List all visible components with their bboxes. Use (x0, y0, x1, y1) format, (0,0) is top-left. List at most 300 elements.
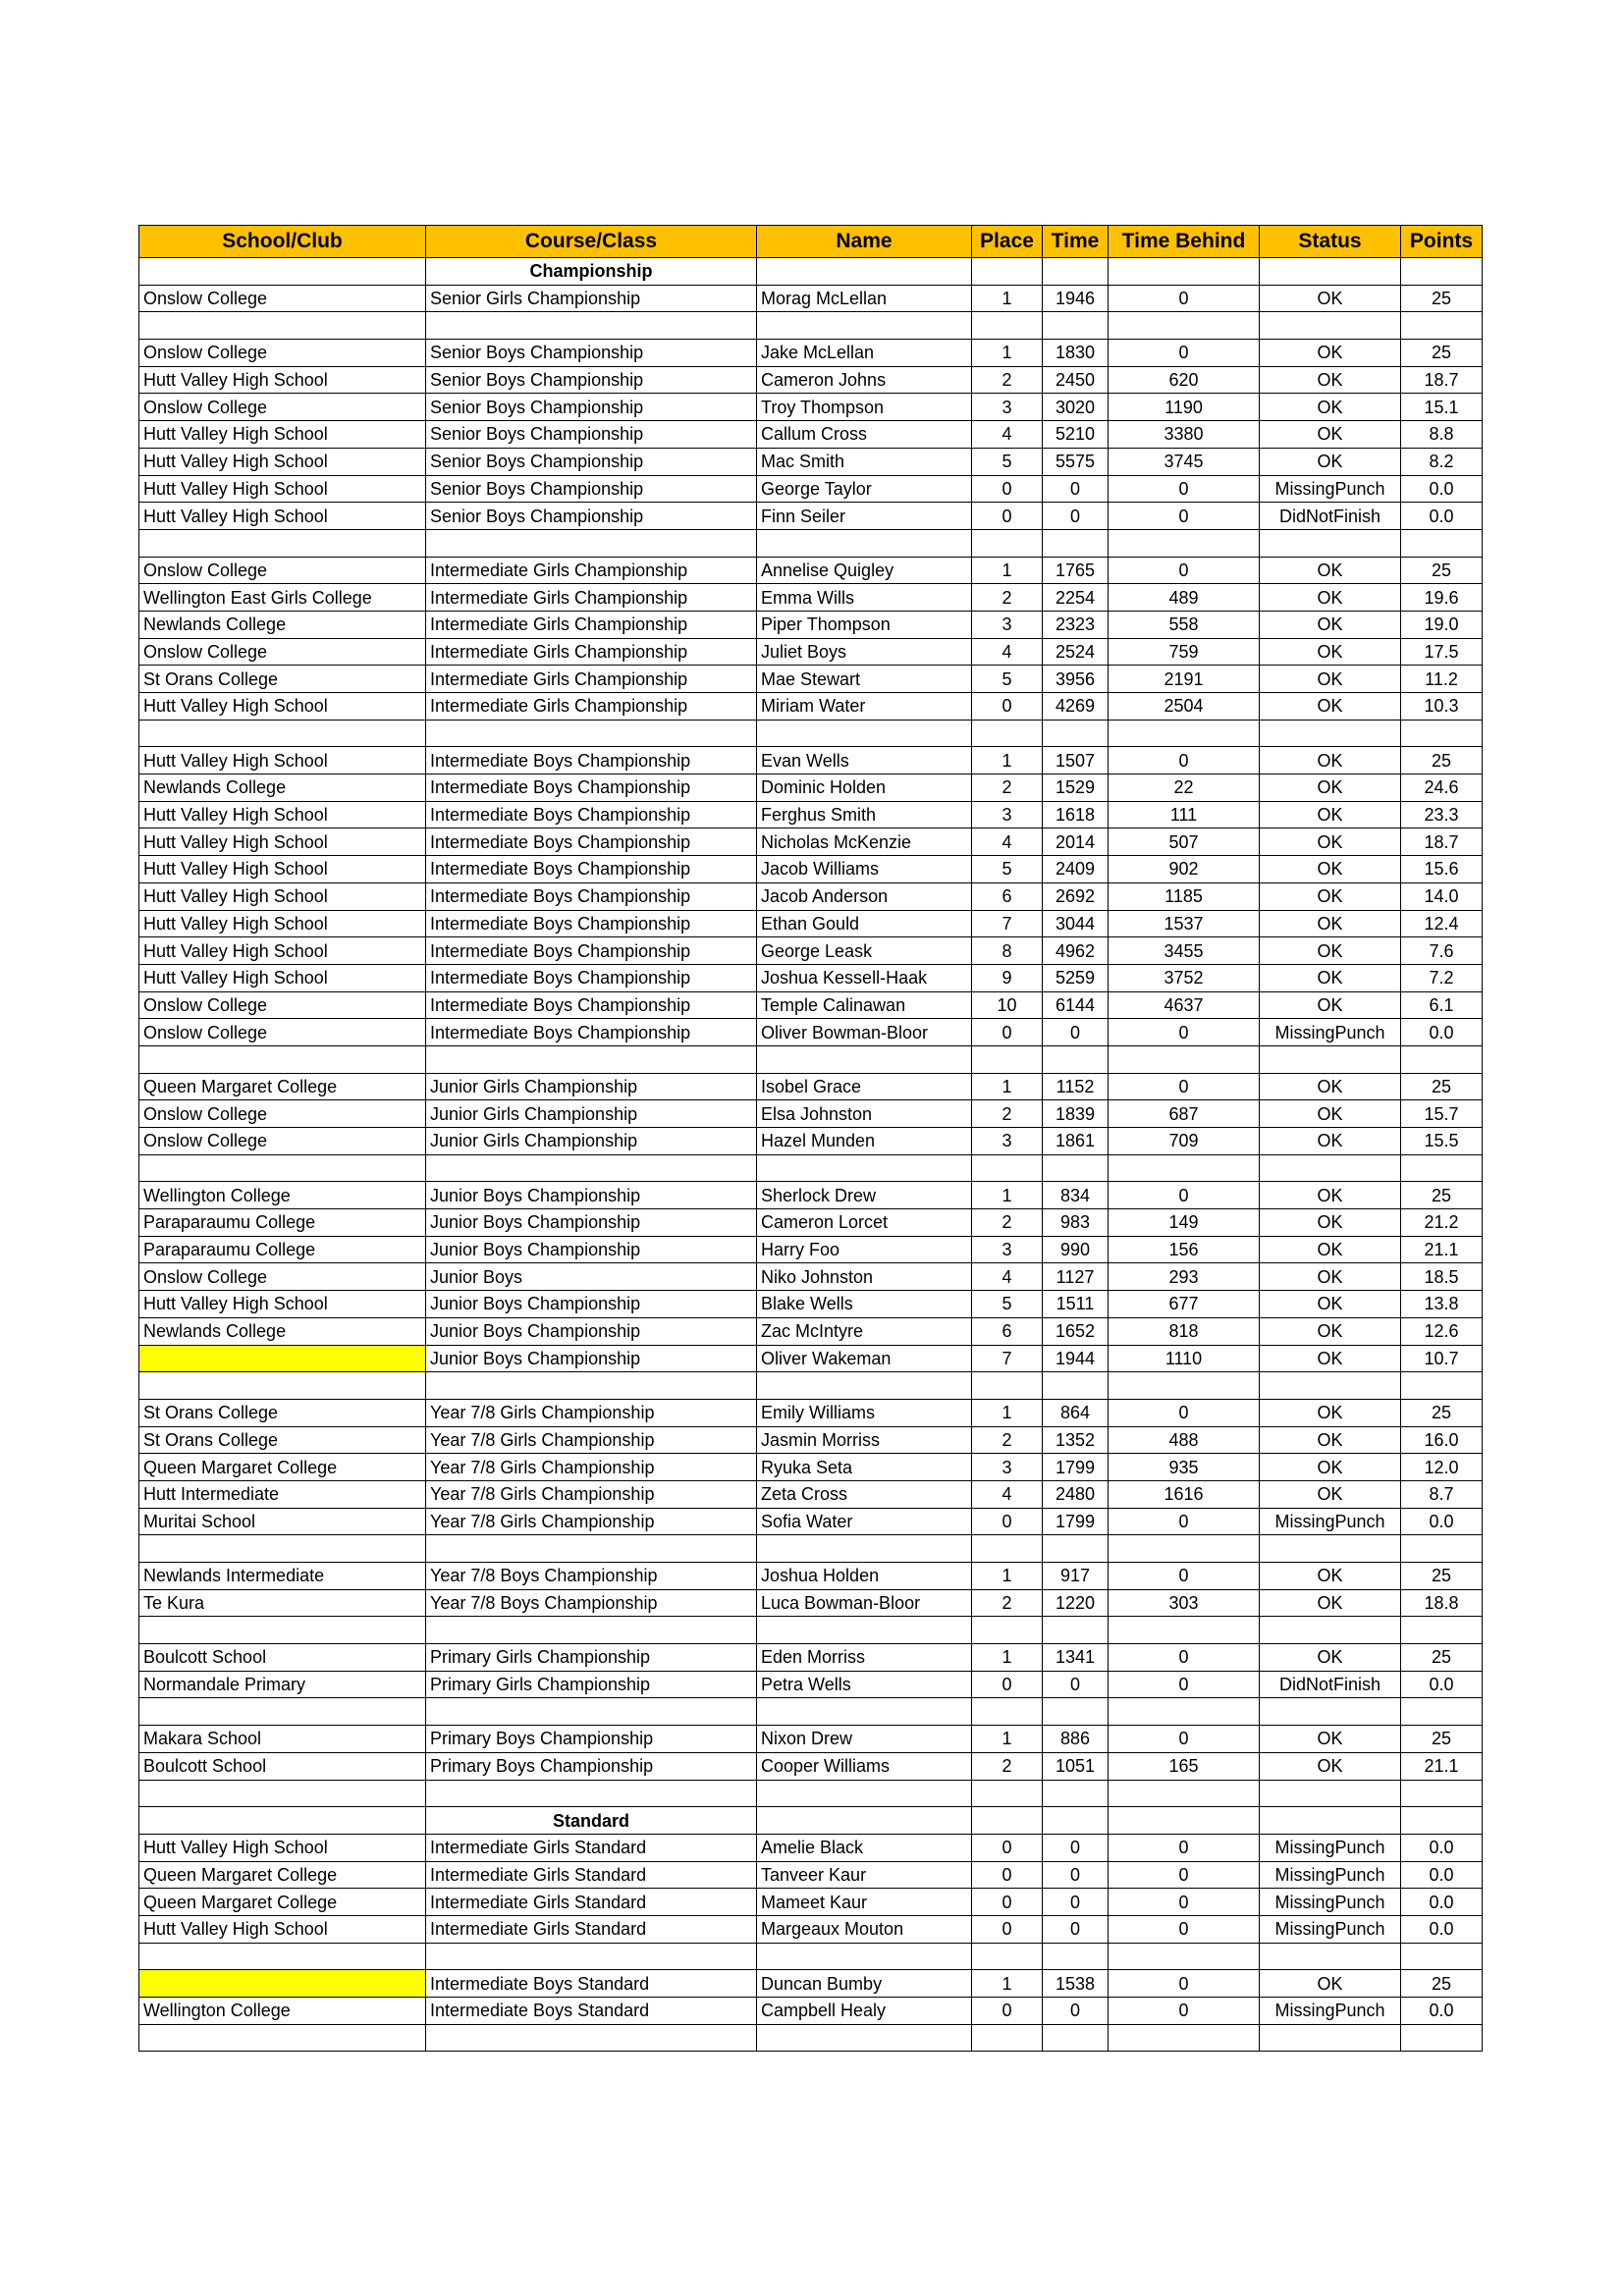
cell-time-behind: 4637 (1109, 991, 1260, 1019)
cell-time-behind: 149 (1109, 1209, 1260, 1237)
empty-cell (1260, 1698, 1401, 1726)
empty-cell (1043, 1372, 1109, 1400)
cell-course: Intermediate Girls Championship (426, 638, 757, 666)
cell-points: 19.6 (1401, 584, 1483, 612)
cell-time-behind: 3380 (1109, 421, 1260, 449)
cell-place: 1 (972, 340, 1043, 367)
empty-cell (1109, 1698, 1260, 1726)
table-row (139, 747, 1483, 774)
empty-cell (139, 2024, 426, 2052)
cell-name: Tanveer Kaur (757, 1861, 972, 1889)
table-row (139, 1726, 1483, 1753)
cell-course: Intermediate Boys Championship (426, 1019, 757, 1046)
cell-course: Year 7/8 Girls Championship (426, 1399, 757, 1426)
cell-status: OK (1260, 910, 1401, 937)
cell-points: 25 (1401, 1399, 1483, 1426)
cell-time: 0 (1043, 475, 1109, 503)
cell-school: Hutt Valley High School (139, 421, 426, 449)
cell-place: 2 (972, 1589, 1043, 1617)
cell-place: 1 (972, 1073, 1043, 1100)
empty-cell (1260, 720, 1401, 747)
section-title: Championship (426, 258, 757, 286)
empty-cell (1401, 1807, 1483, 1835)
cell-points: 15.6 (1401, 856, 1483, 883)
cell-time-behind: 0 (1109, 1834, 1260, 1861)
cell-status: OK (1260, 1399, 1401, 1426)
cell-name: Annelise Quigley (757, 557, 972, 584)
empty-cell (1401, 1154, 1483, 1182)
cell-school: Hutt Valley High School (139, 801, 426, 828)
cell-school: Hutt Valley High School (139, 1291, 426, 1318)
cell-status: OK (1260, 991, 1401, 1019)
cell-name: Cameron Lorcet (757, 1209, 972, 1237)
cell-time-behind: 935 (1109, 1454, 1260, 1481)
cell-course: Senior Boys Championship (426, 448, 757, 475)
cell-time-behind: 0 (1109, 1182, 1260, 1209)
cell-name: George Leask (757, 937, 972, 965)
cell-place: 2 (972, 774, 1043, 802)
cell-school: Onslow College (139, 991, 426, 1019)
cell-time: 3956 (1043, 666, 1109, 693)
cell-time-behind: 1616 (1109, 1480, 1260, 1508)
empty-cell (972, 312, 1043, 340)
cell-school: Onslow College (139, 1128, 426, 1155)
empty-cell (1109, 1780, 1260, 1807)
cell-name: Luca Bowman-Bloor (757, 1589, 972, 1617)
cell-time-behind: 3752 (1109, 964, 1260, 991)
cell-course: Year 7/8 Girls Championship (426, 1508, 757, 1535)
cell-school: Paraparaumu College (139, 1236, 426, 1263)
cell-time-behind: 0 (1109, 1726, 1260, 1753)
table-row (139, 1454, 1483, 1481)
cell-course: Year 7/8 Girls Championship (426, 1454, 757, 1481)
cell-school: Onslow College (139, 638, 426, 666)
cell-time-behind: 1185 (1109, 882, 1260, 910)
cell-time-behind: 759 (1109, 638, 1260, 666)
cell-name: Mameet Kaur (757, 1889, 972, 1916)
empty-cell (1043, 1780, 1109, 1807)
cell-school: St Orans College (139, 1426, 426, 1454)
cell-place: 2 (972, 1209, 1043, 1237)
cell-status: OK (1260, 1236, 1401, 1263)
cell-place: 3 (972, 394, 1043, 421)
cell-name: Troy Thompson (757, 394, 972, 421)
cell-course: Senior Boys Championship (426, 421, 757, 449)
cell-name: Sofia Water (757, 1508, 972, 1535)
cell-school: Hutt Valley High School (139, 475, 426, 503)
cell-time-behind: 1110 (1109, 1345, 1260, 1372)
cell-place: 0 (972, 1508, 1043, 1535)
cell-name: Margeaux Mouton (757, 1915, 972, 1943)
cell-status: OK (1260, 693, 1401, 721)
table-row (139, 882, 1483, 910)
cell-school: Wellington College (139, 1182, 426, 1209)
cell-school: Onslow College (139, 285, 426, 312)
table-row (139, 1399, 1483, 1426)
cell-status: DidNotFinish (1260, 1671, 1401, 1698)
cell-school: Boulcott School (139, 1644, 426, 1672)
cell-place: 1 (972, 1644, 1043, 1672)
cell-status: OK (1260, 774, 1401, 802)
col-header-points: Points (1401, 226, 1483, 258)
empty-cell (1260, 258, 1401, 286)
cell-status: OK (1260, 1073, 1401, 1100)
cell-status: MissingPunch (1260, 1889, 1401, 1916)
cell-time-behind: 0 (1109, 1073, 1260, 1100)
cell-time: 2450 (1043, 366, 1109, 394)
results-body (139, 258, 1483, 2052)
cell-status: OK (1260, 557, 1401, 584)
cell-points: 25 (1401, 1644, 1483, 1672)
table-row (139, 1970, 1483, 1998)
table-row (139, 1889, 1483, 1916)
cell-points: 21.1 (1401, 1236, 1483, 1263)
cell-time: 2014 (1043, 828, 1109, 856)
cell-points: 18.7 (1401, 828, 1483, 856)
table-row (139, 638, 1483, 666)
empty-cell (972, 258, 1043, 286)
empty-cell (1401, 1372, 1483, 1400)
empty-cell (139, 1698, 426, 1726)
empty-cell (426, 1943, 757, 1970)
cell-status: OK (1260, 856, 1401, 883)
empty-cell (1109, 1807, 1260, 1835)
cell-points: 17.5 (1401, 638, 1483, 666)
table-row (139, 1915, 1483, 1943)
empty-cell (757, 1698, 972, 1726)
cell-name: Joshua Kessell-Haak (757, 964, 972, 991)
col-header-status: Status (1260, 226, 1401, 258)
empty-cell (972, 1807, 1043, 1835)
empty-cell (1043, 529, 1109, 557)
cell-status: MissingPunch (1260, 1019, 1401, 1046)
cell-name: Dominic Holden (757, 774, 972, 802)
empty-cell (1401, 1698, 1483, 1726)
cell-time: 2254 (1043, 584, 1109, 612)
cell-place: 2 (972, 366, 1043, 394)
table-row (139, 1209, 1483, 1237)
cell-school: Hutt Valley High School (139, 828, 426, 856)
cell-time: 834 (1043, 1182, 1109, 1209)
cell-points: 0.0 (1401, 503, 1483, 530)
cell-course: Primary Girls Championship (426, 1644, 757, 1672)
cell-school: Onslow College (139, 1019, 426, 1046)
empty-cell (972, 1617, 1043, 1644)
cell-name: Sherlock Drew (757, 1182, 972, 1209)
cell-time: 1830 (1043, 340, 1109, 367)
cell-school: Queen Margaret College (139, 1454, 426, 1481)
cell-place: 1 (972, 1726, 1043, 1753)
empty-cell (1109, 258, 1260, 286)
empty-cell (972, 529, 1043, 557)
cell-name: Zac McIntyre (757, 1317, 972, 1345)
table-row (139, 1644, 1483, 1672)
empty-cell (1043, 312, 1109, 340)
table-row (139, 910, 1483, 937)
cell-points: 18.8 (1401, 1589, 1483, 1617)
cell-school: Paraparaumu College (139, 1209, 426, 1237)
cell-status: OK (1260, 1563, 1401, 1590)
cell-time: 6144 (1043, 991, 1109, 1019)
cell-name: Nixon Drew (757, 1726, 972, 1753)
cell-course: Intermediate Boys Championship (426, 747, 757, 774)
cell-points: 15.1 (1401, 394, 1483, 421)
cell-school: Boulcott School (139, 1752, 426, 1780)
cell-name: Mae Stewart (757, 666, 972, 693)
empty-cell (139, 529, 426, 557)
cell-time: 1946 (1043, 285, 1109, 312)
empty-cell (1260, 1045, 1401, 1073)
blank-row (139, 1045, 1483, 1073)
table-row (139, 856, 1483, 883)
cell-status: OK (1260, 1752, 1401, 1780)
cell-points: 21.1 (1401, 1752, 1483, 1780)
empty-cell (1109, 720, 1260, 747)
empty-cell (1401, 1535, 1483, 1563)
cell-status: OK (1260, 1726, 1401, 1753)
cell-name: Harry Foo (757, 1236, 972, 1263)
cell-place: 0 (972, 1861, 1043, 1889)
cell-time: 1799 (1043, 1508, 1109, 1535)
cell-time: 1352 (1043, 1426, 1109, 1454)
cell-school: Normandale Primary (139, 1671, 426, 1698)
empty-cell (972, 1698, 1043, 1726)
cell-points: 0.0 (1401, 1671, 1483, 1698)
table-row (139, 557, 1483, 584)
empty-cell (757, 720, 972, 747)
cell-time-behind: 293 (1109, 1263, 1260, 1291)
cell-points: 18.7 (1401, 366, 1483, 394)
cell-time-behind: 0 (1109, 503, 1260, 530)
empty-cell (1043, 1045, 1109, 1073)
cell-course: Junior Boys (426, 1263, 757, 1291)
cell-time-behind: 507 (1109, 828, 1260, 856)
cell-school: Hutt Valley High School (139, 1834, 426, 1861)
cell-points: 15.5 (1401, 1128, 1483, 1155)
table-row (139, 1236, 1483, 1263)
empty-cell (1401, 1943, 1483, 1970)
cell-time-behind: 0 (1109, 1508, 1260, 1535)
cell-course: Senior Boys Championship (426, 475, 757, 503)
cell-place: 0 (972, 1019, 1043, 1046)
cell-points: 11.2 (1401, 666, 1483, 693)
cell-time-behind: 165 (1109, 1752, 1260, 1780)
blank-row (139, 2024, 1483, 2052)
cell-school: Onslow College (139, 1100, 426, 1128)
empty-cell (139, 1943, 426, 1970)
section-title: Standard (426, 1807, 757, 1835)
cell-points: 12.0 (1401, 1454, 1483, 1481)
empty-cell (139, 1154, 426, 1182)
cell-time-behind: 677 (1109, 1291, 1260, 1318)
cell-points: 0.0 (1401, 475, 1483, 503)
table-row (139, 937, 1483, 965)
cell-time-behind: 0 (1109, 1671, 1260, 1698)
cell-time-behind: 0 (1109, 557, 1260, 584)
cell-place: 0 (972, 475, 1043, 503)
cell-time-behind: 0 (1109, 1915, 1260, 1943)
cell-course: Year 7/8 Boys Championship (426, 1589, 757, 1617)
cell-school: Hutt Valley High School (139, 366, 426, 394)
empty-cell (1043, 258, 1109, 286)
empty-cell (1260, 1535, 1401, 1563)
table-row (139, 1671, 1483, 1698)
cell-course: Junior Girls Championship (426, 1100, 757, 1128)
cell-place: 4 (972, 1263, 1043, 1291)
cell-time: 1799 (1043, 1454, 1109, 1481)
cell-course: Intermediate Girls Championship (426, 611, 757, 638)
cell-status: OK (1260, 828, 1401, 856)
cell-school (139, 1970, 426, 1998)
cell-school: Hutt Valley High School (139, 856, 426, 883)
cell-name: Cooper Williams (757, 1752, 972, 1780)
cell-points: 25 (1401, 1563, 1483, 1590)
cell-time-behind: 2504 (1109, 693, 1260, 721)
empty-cell (757, 1045, 972, 1073)
cell-time: 864 (1043, 1399, 1109, 1426)
cell-name: Hazel Munden (757, 1128, 972, 1155)
cell-time: 4269 (1043, 693, 1109, 721)
cell-time-behind: 0 (1109, 1563, 1260, 1590)
header-row (139, 226, 1483, 258)
empty-cell (757, 1807, 972, 1835)
cell-status: OK (1260, 882, 1401, 910)
empty-cell (426, 2024, 757, 2052)
cell-place: 9 (972, 964, 1043, 991)
cell-place: 4 (972, 828, 1043, 856)
cell-time: 0 (1043, 503, 1109, 530)
cell-time: 3020 (1043, 394, 1109, 421)
table-row (139, 584, 1483, 612)
cell-place: 1 (972, 1970, 1043, 1998)
col-header-school: School/Club (139, 226, 426, 258)
cell-time-behind: 156 (1109, 1236, 1260, 1263)
table-row (139, 394, 1483, 421)
empty-cell (1401, 720, 1483, 747)
cell-place: 0 (972, 693, 1043, 721)
cell-course: Junior Girls Championship (426, 1073, 757, 1100)
empty-cell (1260, 312, 1401, 340)
cell-time: 5210 (1043, 421, 1109, 449)
cell-time-behind: 0 (1109, 1399, 1260, 1426)
empty-cell (1401, 1780, 1483, 1807)
cell-course: Intermediate Boys Standard (426, 1998, 757, 2025)
cell-time: 1051 (1043, 1752, 1109, 1780)
cell-time-behind: 620 (1109, 366, 1260, 394)
cell-status: DidNotFinish (1260, 503, 1401, 530)
cell-points: 18.5 (1401, 1263, 1483, 1291)
cell-points: 12.6 (1401, 1317, 1483, 1345)
empty-cell (1109, 1943, 1260, 1970)
empty-cell (426, 1154, 757, 1182)
cell-status: OK (1260, 937, 1401, 965)
cell-name: Jacob Williams (757, 856, 972, 883)
cell-name: Piper Thompson (757, 611, 972, 638)
cell-school: Onslow College (139, 394, 426, 421)
cell-time: 5259 (1043, 964, 1109, 991)
cell-status: MissingPunch (1260, 1508, 1401, 1535)
empty-cell (1109, 529, 1260, 557)
cell-time: 983 (1043, 1209, 1109, 1237)
empty-cell (1260, 1807, 1401, 1835)
empty-cell (1260, 1154, 1401, 1182)
cell-time: 1652 (1043, 1317, 1109, 1345)
table-row (139, 1291, 1483, 1318)
cell-school: Muritai School (139, 1508, 426, 1535)
table-row (139, 1073, 1483, 1100)
blank-row (139, 1372, 1483, 1400)
table-row (139, 666, 1483, 693)
table-row (139, 1861, 1483, 1889)
col-header-time-behind: Time Behind (1109, 226, 1260, 258)
cell-course: Senior Boys Championship (426, 503, 757, 530)
table-row (139, 828, 1483, 856)
cell-points: 25 (1401, 340, 1483, 367)
empty-cell (1401, 2024, 1483, 2052)
cell-points: 25 (1401, 1073, 1483, 1100)
cell-course: Junior Girls Championship (426, 1128, 757, 1155)
cell-time: 2409 (1043, 856, 1109, 883)
table-row (139, 774, 1483, 802)
col-header-name: Name (757, 226, 972, 258)
table-row (139, 1752, 1483, 1780)
cell-status: MissingPunch (1260, 1915, 1401, 1943)
table-row (139, 1317, 1483, 1345)
cell-points: 25 (1401, 285, 1483, 312)
cell-place: 5 (972, 856, 1043, 883)
table-row (139, 1263, 1483, 1291)
cell-school: Makara School (139, 1726, 426, 1753)
cell-course: Junior Boys Championship (426, 1345, 757, 1372)
cell-school: Hutt Valley High School (139, 964, 426, 991)
empty-cell (139, 1617, 426, 1644)
cell-status: OK (1260, 964, 1401, 991)
table-row (139, 475, 1483, 503)
empty-cell (757, 312, 972, 340)
table-row (139, 1563, 1483, 1590)
table-row (139, 366, 1483, 394)
cell-time: 3044 (1043, 910, 1109, 937)
cell-name: Campbell Healy (757, 1998, 972, 2025)
cell-course: Year 7/8 Girls Championship (426, 1480, 757, 1508)
cell-name: Niko Johnston (757, 1263, 972, 1291)
empty-cell (1043, 1617, 1109, 1644)
cell-course: Year 7/8 Girls Championship (426, 1426, 757, 1454)
empty-cell (757, 1535, 972, 1563)
cell-time: 1127 (1043, 1263, 1109, 1291)
cell-place: 1 (972, 1182, 1043, 1209)
cell-place: 0 (972, 1834, 1043, 1861)
empty-cell (139, 312, 426, 340)
cell-time: 0 (1043, 1834, 1109, 1861)
cell-time-behind: 0 (1109, 747, 1260, 774)
table-row (139, 1019, 1483, 1046)
empty-cell (426, 720, 757, 747)
cell-school: Hutt Valley High School (139, 747, 426, 774)
empty-cell (972, 1535, 1043, 1563)
empty-cell (757, 529, 972, 557)
empty-cell (1043, 1943, 1109, 1970)
cell-place: 3 (972, 1128, 1043, 1155)
empty-cell (972, 1943, 1043, 1970)
empty-cell (972, 1045, 1043, 1073)
empty-cell (426, 1045, 757, 1073)
blank-row (139, 1535, 1483, 1563)
cell-status: OK (1260, 1100, 1401, 1128)
cell-school: Hutt Valley High School (139, 448, 426, 475)
cell-time: 4962 (1043, 937, 1109, 965)
cell-place: 3 (972, 1454, 1043, 1481)
